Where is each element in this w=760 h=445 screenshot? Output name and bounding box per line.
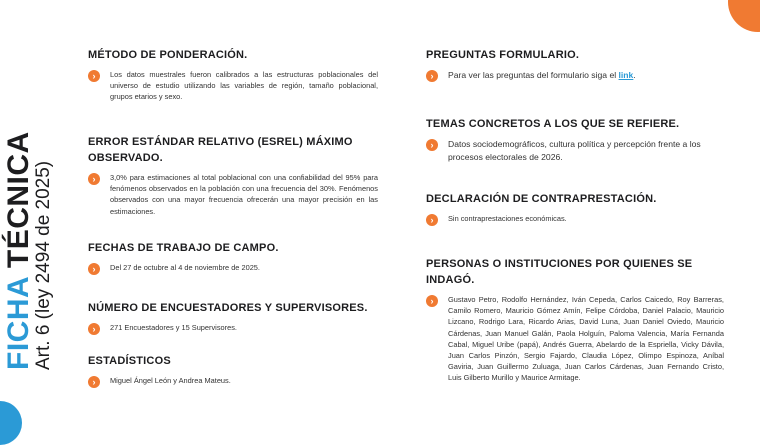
section-error (88, 134, 378, 217)
item-text: Sin contraprestaciones económicas. (448, 214, 567, 223)
chevron-right-icon: › (88, 263, 100, 275)
section-heading: FECHAS DE TRABAJO DE CAMPO. (88, 242, 279, 254)
section-heading: ESTADÍSTICOS (88, 355, 171, 367)
section-heading: PREGUNTAS FORMULARIO. (426, 49, 580, 61)
section-heading: MÉTODO DE PONDERACIÓN. (88, 49, 248, 61)
section-preguntas (426, 47, 726, 82)
list-item (426, 69, 726, 82)
list-item (88, 262, 378, 275)
item-text (448, 69, 636, 82)
section-heading: NÚMERO DE ENCUESTADORES Y SUPERVISORES. (88, 302, 368, 314)
side-title-subtitle: Art. 6 (ley 2494 de 2025) (33, 160, 54, 370)
item-text: Los datos muestrales fueron calibrados a las estructuras poblacionales del universo de estudio utilizando las variables de región, tamaño poblacional, grupos etarios y sexo. (110, 70, 378, 102)
list-item (88, 69, 378, 103)
item-text-body: Para ver las preguntas del formulario siga el (448, 70, 617, 80)
section-heading: DECLARACIÓN DE CONTRAPRESTACIÓN. (426, 193, 657, 205)
item-text: Miguel Ángel León y Andrea Mateus. (110, 376, 231, 385)
side-title (4, 110, 64, 370)
list-item (426, 213, 726, 226)
chevron-right-icon: › (88, 323, 100, 335)
section-heading: ERROR ESTÁNDAR RELATIVO (ESREL) MÁXIMO OBSERVADO. (88, 136, 353, 164)
list-item (88, 375, 378, 388)
section-fechas (88, 240, 378, 275)
form-link[interactable]: link (618, 70, 634, 80)
chevron-right-icon: › (88, 70, 100, 82)
section-heading: TEMAS CONCRETOS A LOS QUE SE REFIERE. (426, 118, 680, 130)
list-item (426, 294, 724, 384)
corner-decoration-blue (0, 401, 22, 445)
item-text: Gustavo Petro, Rodolfo Hernández, Iván Cepeda, Carlos Caicedo, Roy Barreras, Camilo Romero, Mauricio Gómez Amín, Felipe Córdoba, Daniel Palacio, Mauricio Lizcano, Rodrigo Lara, Ricardo Arias, David Luna, Juan Daniel Oviedo, Mauricio Cárdenas, Juan Manuel Galán, Paola Holguín, Paloma Valencia, María Fernanda Cabal, Miguel Uribe (papá), Andrés Guerra, Abelardo de la Espriella, Vicky Dávila, Juan Carlos Pinzón, Sergio Fajardo, Claudia López, Olimpo Espinoza, Aníbal Gaviria, Juan Guillermo Zuluaga, Juan Carlos Cárdenas, Juan Fernando Cristo, Luis Gilberto Murillo y Maurice Armitage. (448, 295, 724, 383)
section-temas (426, 116, 726, 164)
chevron-right-icon: › (426, 295, 438, 307)
item-text: Datos sociodemográficos, cultura política y percepción frente a los procesos electorales de 2026. (448, 139, 701, 162)
chevron-right-icon: › (426, 214, 438, 226)
chevron-right-icon: › (426, 139, 438, 151)
section-declaracion (426, 191, 726, 226)
side-title-main (4, 110, 34, 370)
list-item (88, 172, 378, 217)
list-item (88, 322, 378, 335)
chevron-right-icon: › (426, 70, 438, 82)
section-metodo (88, 47, 378, 103)
section-personas (426, 256, 724, 384)
section-heading: PERSONAS O INSTITUCIONES POR QUIENES SE INDAGÓ. (426, 258, 693, 286)
chevron-right-icon: › (88, 376, 100, 388)
item-text: Del 27 de octubre al 4 de noviembre de 2025. (110, 263, 260, 272)
side-title-word-tecnica: TÉCNICA (2, 131, 35, 269)
item-text: 271 Encuestadores y 15 Supervisores. (110, 323, 237, 332)
item-text: 3,0% para estimaciones al total poblacional con una confiabilidad del 95% para fenómenos observados en la población con una frecuencia del 30%. Fenómenos observados con una mayor frecuencia ofrecerán una mayor precisión en las estimaciones. (110, 173, 378, 216)
list-item (426, 138, 726, 164)
corner-decoration-orange (728, 0, 760, 32)
chevron-right-icon: › (88, 173, 100, 185)
section-estadisticos (88, 353, 378, 388)
section-encuestadores (88, 300, 378, 335)
side-title-word-ficha: FICHA (2, 276, 35, 370)
item-text-end: . (633, 70, 636, 80)
